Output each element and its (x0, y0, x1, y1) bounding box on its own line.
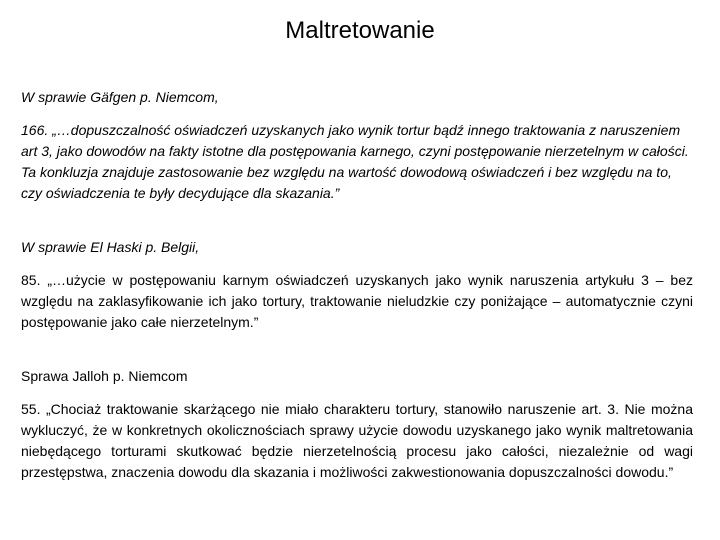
case-heading-el-haski: W sprawie El Haski p. Belgii, (21, 239, 200, 255)
case-quote-gafgen: 166. „…dopuszczalność oświadczeń uzyskanych jako wynik tortur bądź innego traktowania z naruszeniem art 3, jako dowodów na fakty istotne dla postępowania karnego, czyni postępowanie nierzetelnym w całości. Ta konkluzja znajduje zastosowanie bez względu na wartość dowodową oświadczeń i bez względu na to, czy oświadczenia te były decydujące dla skazania.” (21, 122, 689, 201)
slide-content (21, 87, 693, 483)
case-quote-el-haski: 85. „…użycie w postępowaniu karnym oświadczeń uzyskanych jako wynik naruszenia artykułu 3 – bez względu na zaklasyfikowanie ich jako tortury, traktowanie nieludzkie czy poniżające – automatycznie czyni postępowanie jako całe nierzetelnym.” (21, 272, 693, 330)
case-heading-gafgen: W sprawie Gäfgen p. Niemcom, (21, 89, 219, 105)
case-quote-jalloh: 55. „Chociaż traktowanie skarżącego nie miało charakteru tortury, stanowiło naruszenie art. 3. Nie można wykluczyć, że w konkretnych okolicznościach sprawy użycie dowodu uzyskanego jako wynik maltretowania niebędącego torturami skutkować będzie nierzetelnością procesu jako całości, niezależnie od wagi przestępstwa, znaczenia dowodu dla skazania i możliwości zakwestionowania dopuszczalności dowodu.” (21, 401, 693, 480)
case-heading-jalloh: Sprawa Jalloh p. Niemcom (21, 368, 188, 384)
slide-title: Maltretowanie (285, 17, 435, 44)
